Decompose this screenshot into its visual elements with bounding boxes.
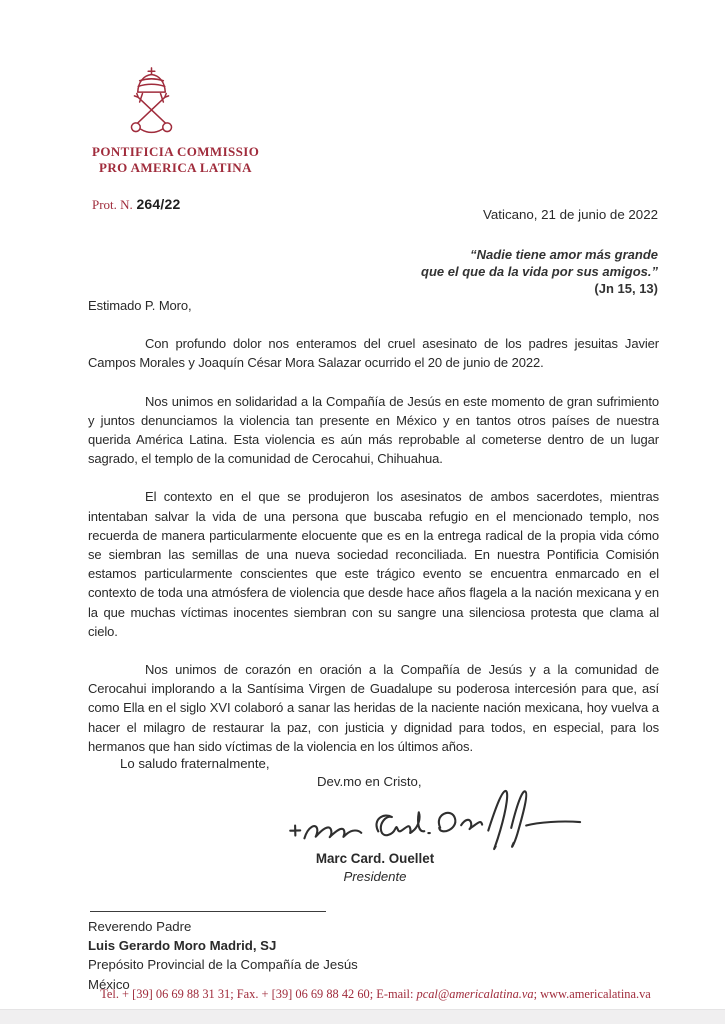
org-name-line2: PRO AMERICA LATINA — [99, 159, 252, 175]
paragraph-3: El contexto en el que se produjeron los asesinatos de ambos sacerdotes, mientras intentaban salvar la vida de una persona que buscaba refugio en el mencionado templo, nos recuerda de manera particularmente elocuente que es en la entrega radical de la propia vida cómo se siembran las semillas de una nueva sociedad reconciliada. En nuestra Pontificia Comisión estamos particularmente conscientes que este trágico evento se encuentra enmarcado en el contexto de toda una atmósfera de violencia que desde hace años flagela a la nación mexicana y en la que muchas víctimas inocentes siembran con su sangre una silenciosa protesta que clama al cielo. — [88, 489, 659, 639]
addressee-title: Prepósito Provincial de la Compañía de Jesús — [88, 957, 358, 973]
footer-website: www.americalatina.va — [540, 987, 651, 1001]
letter-body — [88, 296, 659, 775]
paragraph-2: Nos unimos en solidaridad a la Compañía de Jesús en este momento de gran sufrimiento y juntos denunciamos la violencia tan presente en México y en tantos otros países de nuestra querida América Latina. Esta violencia es aún más reprobable al cometerse dentro de un lugar sagrado, el templo de la comunidad de Cerocahui, Chihuahua. — [88, 393, 659, 467]
protocol-label: Prot. N. — [92, 197, 133, 212]
addressee-divider-line — [90, 911, 326, 912]
dateline: Vaticano, 21 de junio de 2022 — [483, 207, 658, 222]
letterhead-org-name — [92, 144, 259, 175]
addressee-block — [88, 917, 358, 994]
scan-edge-strip — [0, 1009, 725, 1024]
org-name-line1: PONTIFICIA COMMISSIO — [92, 144, 260, 159]
epigraph-line1: “Nadie tiene amor más grande — [470, 247, 658, 262]
contact-footer — [0, 987, 725, 1002]
epigraph-line2: que el que da la vida por sus amigos.” — [421, 264, 658, 279]
paragraph-4: Nos unimos de corazón en oración a la Compañía de Jesús y a la comunidad de Cerocahui implorando a la Santísima Virgen de Guadalupe su poderosa intercesión para que, así como Ella en el siglo XVI colaboró a sanar las heridas de la naciente nación mexicana, hoy vuelva a hacer el milagro de restaurar la paz, con justicia y dignidad para todos, en especial, para los hermanos que han sido víctimas de la violencia en los últimos años. — [88, 662, 659, 754]
handwritten-signature — [279, 783, 583, 857]
devotion-line: Dev.mo en Cristo, — [317, 774, 422, 789]
paragraph-1: Con profundo dolor nos enteramos del cruel asesinato de los padres jesuitas Javier Campos Morales y Joaquín César Mora Salazar ocurrido el 20 de junio de 2022. — [88, 336, 659, 371]
footer-separator: ; — [533, 987, 541, 1001]
addressee-name: Luis Gerardo Moro Madrid, SJ — [88, 938, 277, 954]
scripture-epigraph — [421, 246, 658, 297]
addressee-country: México — [88, 976, 130, 992]
signer-title: Presidente — [343, 869, 407, 884]
vatican-crest-icon — [123, 66, 180, 140]
footer-email: pcal@americalatina.va — [416, 987, 534, 1001]
footer-contact-text: Tel. + [39] 06 69 88 31 31; Fax. + [39] 06 69 88 42 60; E-mail: — [100, 987, 417, 1001]
signer-name: Marc Card. Ouellet — [315, 851, 435, 866]
salutation: Estimado P. Moro, — [88, 298, 192, 313]
epigraph-citation: (Jn 15, 13) — [594, 281, 658, 296]
farewell-line: Lo saludo fraternalmente, — [120, 756, 270, 771]
addressee-honorific: Reverendo Padre — [88, 919, 192, 934]
protocol-number — [92, 196, 180, 213]
protocol-value: 264/22 — [136, 196, 181, 212]
